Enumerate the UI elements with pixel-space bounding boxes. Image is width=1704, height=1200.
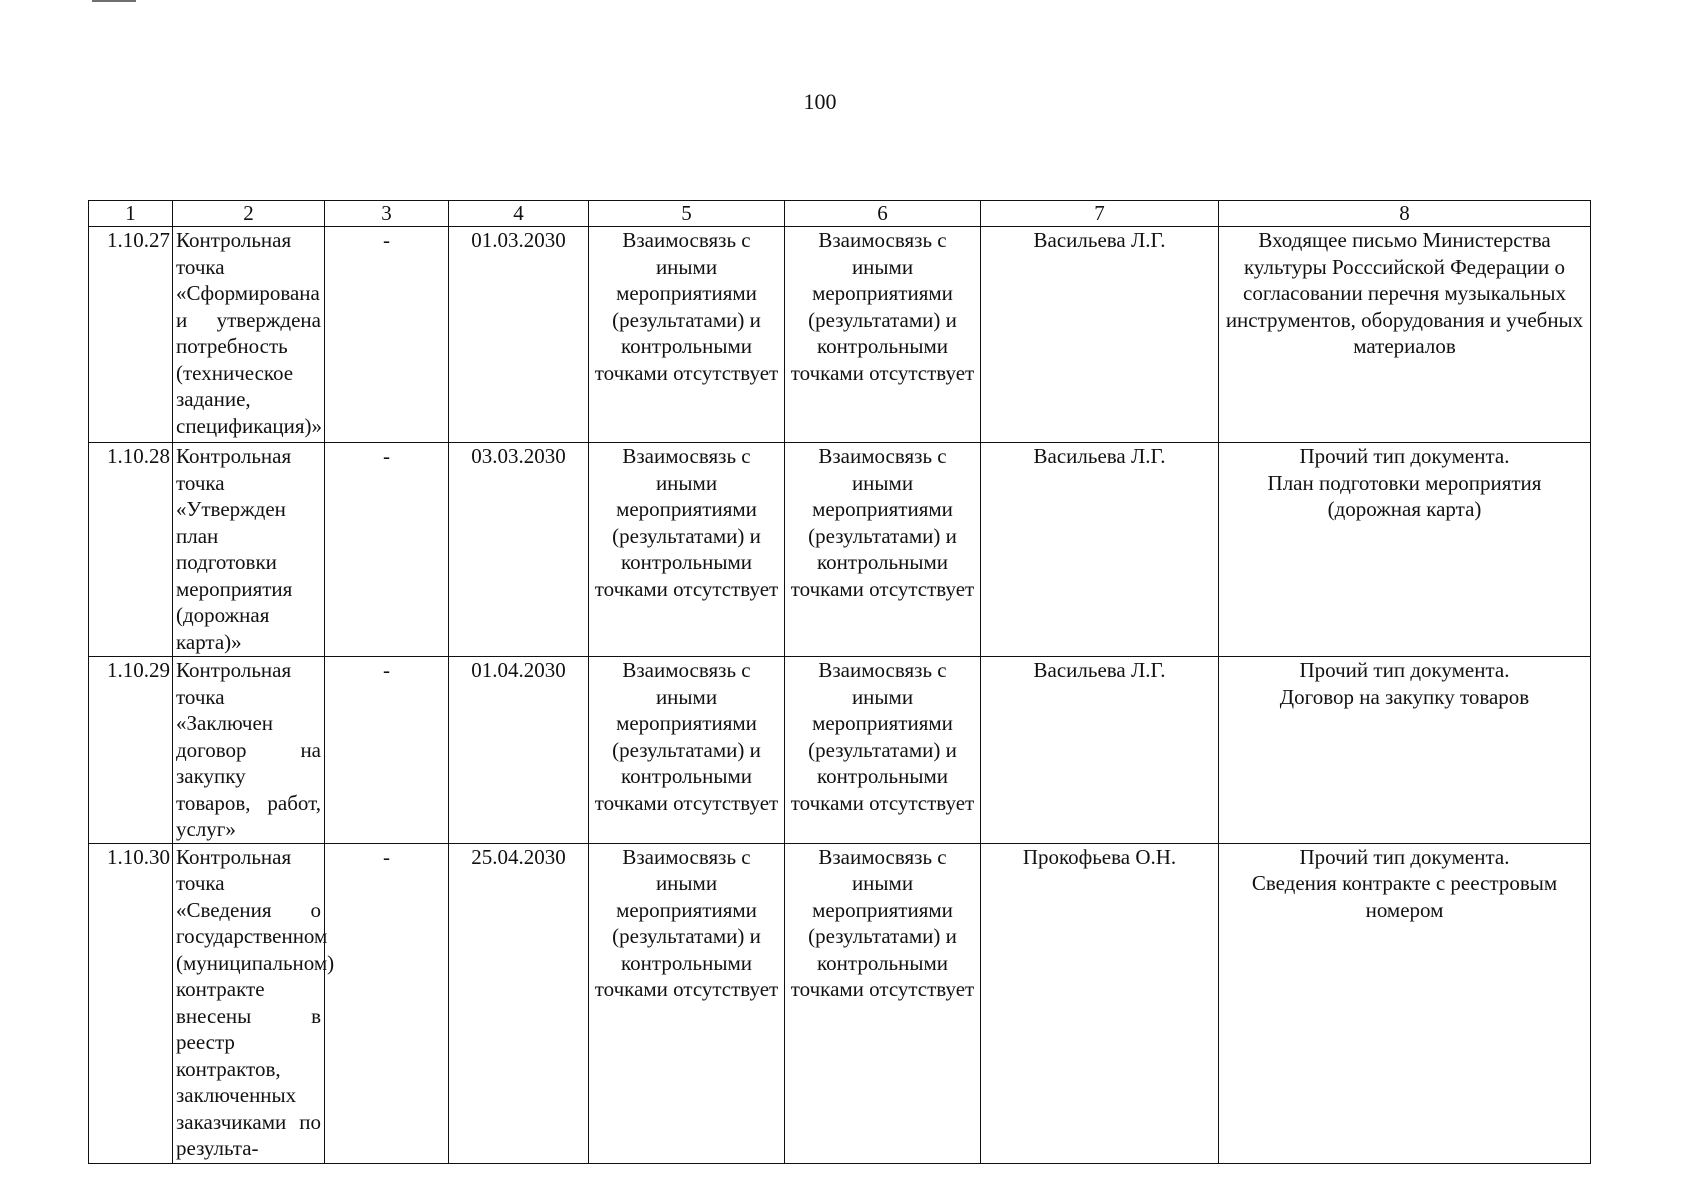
responsible-person: Васильева Л.Г. (981, 443, 1219, 657)
date: 01.03.2030 (449, 227, 589, 443)
row-number: 1.10.27 (89, 227, 173, 443)
table-row (89, 843, 1591, 1163)
relationship-text: Взаимосвязь с иными мероприятиями (результатами) и контрольными точками отсутствует (785, 227, 981, 443)
table-row (89, 227, 1591, 443)
row-number: 1.10.30 (89, 843, 173, 1163)
date: 01.04.2030 (449, 657, 589, 844)
header-cell: 6 (785, 201, 981, 227)
control-point-name: Контрольная точка «Заключен договор на закупку товаров, работ, услуг» (173, 657, 325, 844)
relationship-text: Взаимосвязь с иными мероприятиями (результатами) и контрольными точками отсутствует (589, 227, 785, 443)
relationship-text: Взаимосвязь с иными мероприятиями (результатами) и контрольными точками отсутствует (589, 657, 785, 844)
date: 03.03.2030 (449, 443, 589, 657)
control-point-name: Контрольная точка «Утвержден план подготовки мероприятия (дорожная карта)» (173, 443, 325, 657)
table-row (89, 443, 1591, 657)
column-3-value: - (325, 843, 449, 1163)
scan-artifact-line (92, 0, 136, 2)
relationship-text: Взаимосвязь с иными мероприятиями (результатами) и контрольными точками отсутствует (785, 843, 981, 1163)
table-row (89, 657, 1591, 844)
responsible-person: Прокофьева О.Н. (981, 843, 1219, 1163)
column-3-value: - (325, 657, 449, 844)
date: 25.04.2030 (449, 843, 589, 1163)
column-3-value: - (325, 443, 449, 657)
header-cell: 2 (173, 201, 325, 227)
control-point-name: Контрольная точка «Сформирована и утверждена потребность (техническое задание, спецификация)» (173, 227, 325, 443)
document-type-label: Прочий тип документа. (1299, 658, 1510, 682)
responsible-person: Васильева Л.Г. (981, 227, 1219, 443)
document-title: Сведения контракте с реестровым номером (1251, 871, 1558, 922)
relationship-text: Взаимосвязь с иными мероприятиями (результатами) и контрольными точками отсутствует (785, 443, 981, 657)
header-cell: 3 (325, 201, 449, 227)
header-cell: 4 (449, 201, 589, 227)
control-points-table (88, 200, 1591, 1164)
document-title: Договор на закупку товаров (1279, 684, 1530, 709)
header-cell: 1 (89, 201, 173, 227)
responsible-person: Васильева Л.Г. (981, 657, 1219, 844)
relationship-text: Взаимосвязь с иными мероприятиями (результатами) и контрольными точками отсутствует (589, 443, 785, 657)
document-type (1219, 843, 1591, 1163)
header-cell: 5 (589, 201, 785, 227)
document-title: План подготовки мероприятия (дорожная карта) (1267, 470, 1542, 521)
document-type (1219, 443, 1591, 657)
row-number: 1.10.29 (89, 657, 173, 844)
document-type: Входящее письмо Министерства культуры Росссийской Федерации о согласовании перечня музыкальных инструментов, оборудования и учебных материалов (1219, 227, 1591, 443)
column-3-value: - (325, 227, 449, 443)
control-point-name: Контрольная точка «Сведения о государственном (муниципальном) контракте внесены в реестр контрактов, заключенных заказчиками по результа- (173, 843, 325, 1163)
header-cell: 7 (981, 201, 1219, 227)
row-number: 1.10.28 (89, 443, 173, 657)
header-row (89, 201, 1591, 227)
relationship-text: Взаимосвязь с иными мероприятиями (результатами) и контрольными точками отсутствует (589, 843, 785, 1163)
page-number: 100 (803, 89, 837, 114)
relationship-text: Взаимосвязь с иными мероприятиями (результатами) и контрольными точками отсутствует (785, 657, 981, 844)
document-type-label: Прочий тип документа. (1299, 444, 1510, 468)
header-cell: 8 (1219, 201, 1591, 227)
document-type-label: Прочий тип документа. (1299, 844, 1510, 869)
document-type (1219, 657, 1591, 844)
